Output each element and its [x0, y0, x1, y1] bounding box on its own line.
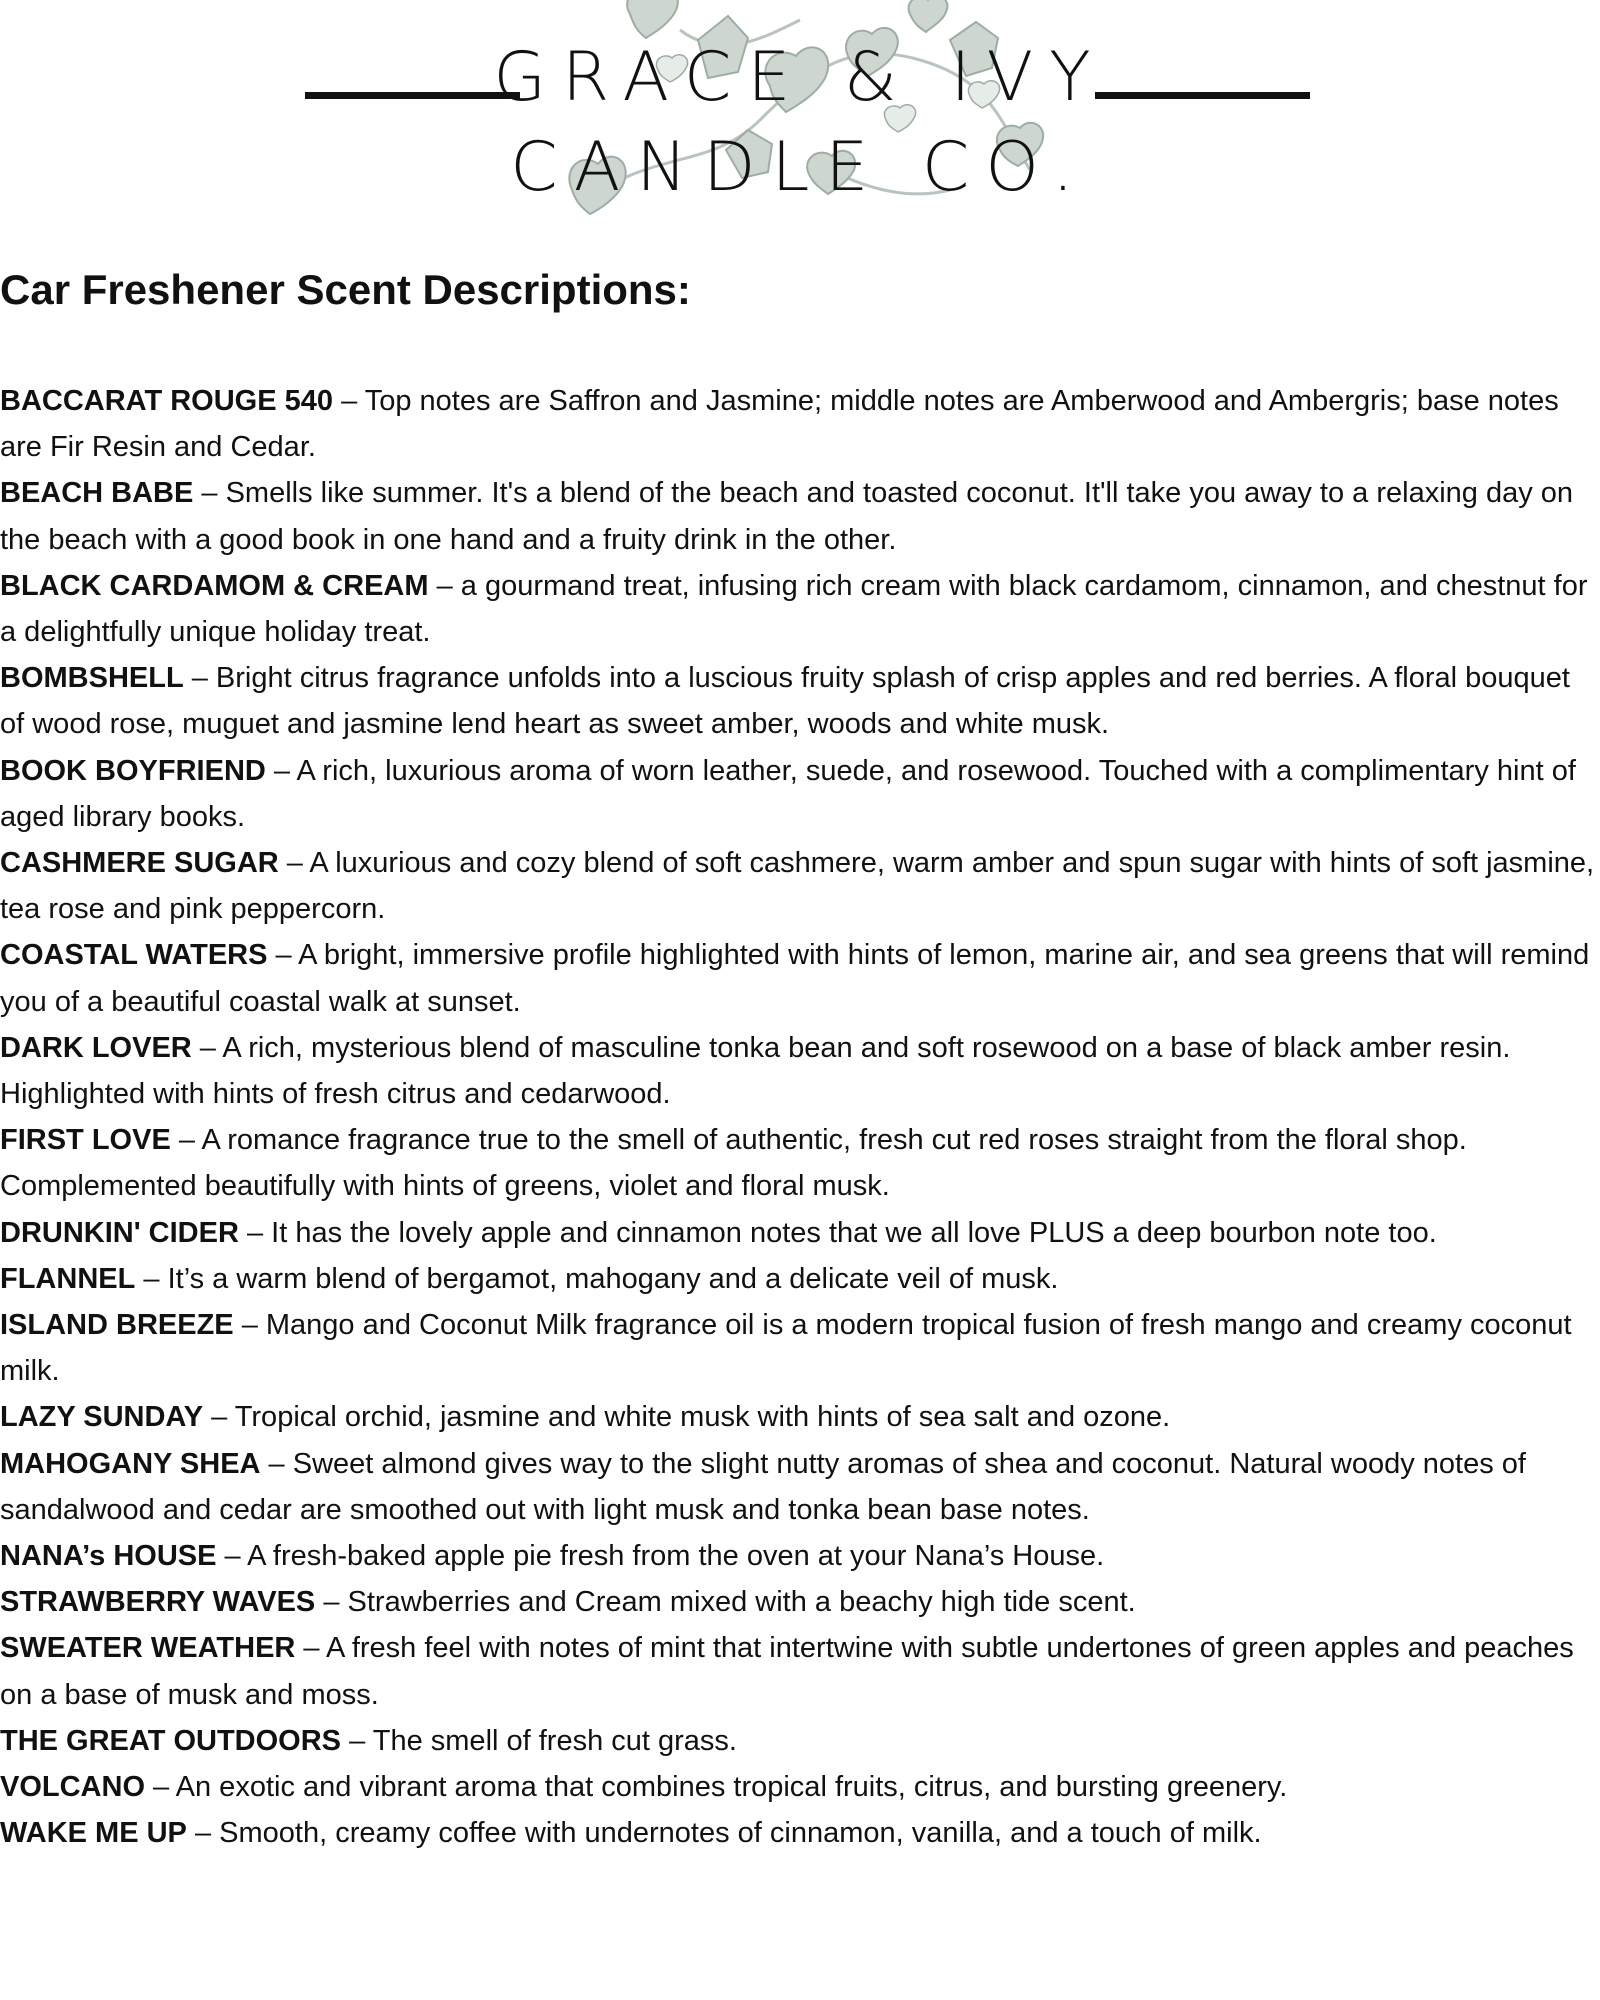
scent-description: Sweet almond gives way to the slight nutty aromas of shea and coconut. Natural woody notes of sandalwood and cedar are smoothed out with light musk and tonka bean base notes. — [0, 1447, 1526, 1526]
scent-separator: – — [265, 754, 297, 787]
scent-name: STRAWBERRY WAVES — [0, 1586, 316, 1619]
scent-entry — [0, 1025, 1595, 1117]
scent-name: THE GREAT OUTDOORS — [0, 1724, 342, 1757]
scent-separator: – — [238, 1216, 272, 1249]
scent-entry — [0, 1579, 1595, 1625]
scent-description: A fresh-baked apple pie fresh from the oven at your Nana’s House. — [247, 1540, 1105, 1573]
scent-separator: – — [267, 939, 299, 972]
scent-entry — [0, 655, 1595, 747]
scent-separator: – — [193, 477, 226, 510]
scent-entry — [0, 1210, 1595, 1256]
scent-description: Bright citrus fragrance unfolds into a luscious fruity splash of crisp apples and red berries. A floral bouquet of wood rose, muguet and jasmine lend heart as sweet amber, woods and white musk. — [0, 662, 1570, 741]
scent-name: BLACK CARDAMOM & CREAM — [0, 569, 429, 602]
scent-separator: – — [145, 1771, 176, 1804]
scent-name: FIRST LOVE — [0, 1124, 171, 1157]
scent-description: It has the lovely apple and cinnamon notes that we all love PLUS a deep bourbon note too. — [271, 1216, 1437, 1249]
scent-entry — [0, 932, 1595, 1024]
scent-name: BACCARAT ROUGE 540 — [0, 385, 334, 417]
scent-list — [0, 378, 1595, 1857]
scent-description: A luxurious and cozy blend of soft cashmere, warm amber and spun sugar with hints of soft jasmine, tea rose and pink peppercorn. — [0, 847, 1595, 926]
scent-entry — [0, 1718, 1595, 1764]
scent-name: NANA’s HOUSE — [0, 1540, 217, 1573]
scent-description: a gourmand treat, infusing rich cream with black cardamom, cinnamon, and chestnut for a delightfully unique holiday treat. — [0, 569, 1588, 649]
scent-separator: – — [191, 1031, 223, 1064]
scent-separator: – — [333, 385, 365, 417]
scent-separator: – — [315, 1586, 348, 1619]
section-title: Car Freshener Scent Descriptions: — [0, 266, 691, 313]
scent-entry — [0, 1256, 1595, 1302]
scent-separator: – — [341, 1724, 373, 1757]
scent-separator: – — [203, 1401, 235, 1434]
scent-separator: – — [135, 1262, 168, 1295]
scent-entry — [0, 1810, 1595, 1856]
scent-entry — [0, 1764, 1595, 1810]
scent-name: FLANNEL — [0, 1262, 136, 1295]
scent-name: BOMBSHELL — [0, 662, 184, 695]
scent-description: It’s a warm blend of bergamot, mahogany and a delicate veil of musk. — [167, 1262, 1059, 1295]
scent-entry — [0, 563, 1595, 655]
scent-separator: – — [233, 1309, 266, 1342]
scent-name: ISLAND BREEZE — [0, 1309, 234, 1342]
scent-description: Tropical orchid, jasmine and white musk with hints of sea salt and ozone. — [234, 1401, 1171, 1434]
scent-separator: – — [260, 1447, 293, 1480]
brand-name: GRACE & IVY — [493, 38, 1107, 117]
scent-separator: – — [216, 1540, 248, 1573]
scent-entry — [0, 1441, 1595, 1533]
scent-separator: – — [295, 1632, 327, 1665]
scent-name: DRUNKIN' CIDER — [0, 1216, 239, 1249]
scent-description: An exotic and vibrant aroma that combines tropical fruits, citrus, and bursting greenery. — [175, 1771, 1288, 1804]
scent-name: WAKE ME UP — [0, 1817, 187, 1850]
scent-entry — [0, 840, 1595, 932]
scent-name: VOLCANO — [0, 1771, 145, 1804]
scent-description: Smells like summer. It's a blend of the beach and toasted coconut. It'll take you away to a relaxing day on the beach with a good book in one hand and a fruity drink in the other. — [0, 477, 1574, 556]
scent-entry — [0, 378, 1595, 470]
scent-name: COASTAL WATERS — [0, 939, 268, 972]
scent-entry — [0, 1625, 1595, 1717]
scent-name: DARK LOVER — [0, 1031, 192, 1064]
scent-description: Smooth, creamy coffee with undernotes of cinnamon, vanilla, and a touch of milk. — [219, 1817, 1262, 1850]
scent-name: BEACH BABE — [0, 477, 194, 510]
scent-name: CASHMERE SUGAR — [0, 847, 279, 880]
scent-separator: – — [428, 569, 461, 602]
scent-name: MAHOGANY SHEA — [0, 1447, 261, 1480]
scent-description: A rich, mysterious blend of masculine tonka bean and soft rosewood on a base of black amber resin. Highlighted with hints of fresh citrus and cedarwood. — [0, 1031, 1511, 1111]
brand-subtitle: CANDLE CO. — [510, 128, 1090, 207]
scent-entry — [0, 1533, 1595, 1579]
scent-entry — [0, 1394, 1595, 1440]
scent-description: Top notes are Saffron and Jasmine; middle notes are Amberwood and Ambergris; base notes are Fir Resin and Cedar. — [0, 385, 1559, 464]
scent-entry — [0, 748, 1595, 840]
scent-description: The smell of fresh cut grass. — [372, 1724, 737, 1757]
page-header — [0, 0, 1600, 230]
scent-description: A romance fragrance true to the smell of authentic, fresh cut red roses straight from the floral shop. Complemented beautifully with hints of greens, violet and floral musk. — [0, 1124, 1467, 1203]
scent-description: A rich, luxurious aroma of worn leather, suede, and rosewood. Touched with a complimentary hint of aged library books. — [0, 754, 1576, 833]
scent-description: Strawberries and Cream mixed with a beachy high tide scent. — [347, 1586, 1136, 1619]
scent-entry — [0, 1117, 1595, 1209]
scent-separator: – — [183, 662, 216, 695]
scent-separator: – — [278, 847, 310, 880]
scent-name: BOOK BOYFRIEND — [0, 754, 266, 787]
scent-name: LAZY SUNDAY — [0, 1401, 204, 1434]
scent-entry — [0, 1302, 1595, 1394]
scent-entry — [0, 470, 1595, 562]
scent-separator: – — [170, 1124, 202, 1157]
scent-separator: – — [186, 1817, 220, 1850]
scent-description: A bright, immersive profile highlighted with hints of lemon, marine air, and sea greens that will remind you of a beautiful coastal walk at sunset. — [0, 939, 1590, 1018]
scent-name: SWEATER WEATHER — [0, 1632, 296, 1665]
scent-description: Mango and Coconut Milk fragrance oil is a modern tropical fusion of fresh mango and creamy coconut milk. — [0, 1309, 1572, 1388]
scent-description: A fresh feel with notes of mint that intertwine with subtle undertones of green apples and peaches on a base of musk and moss. — [0, 1632, 1574, 1711]
